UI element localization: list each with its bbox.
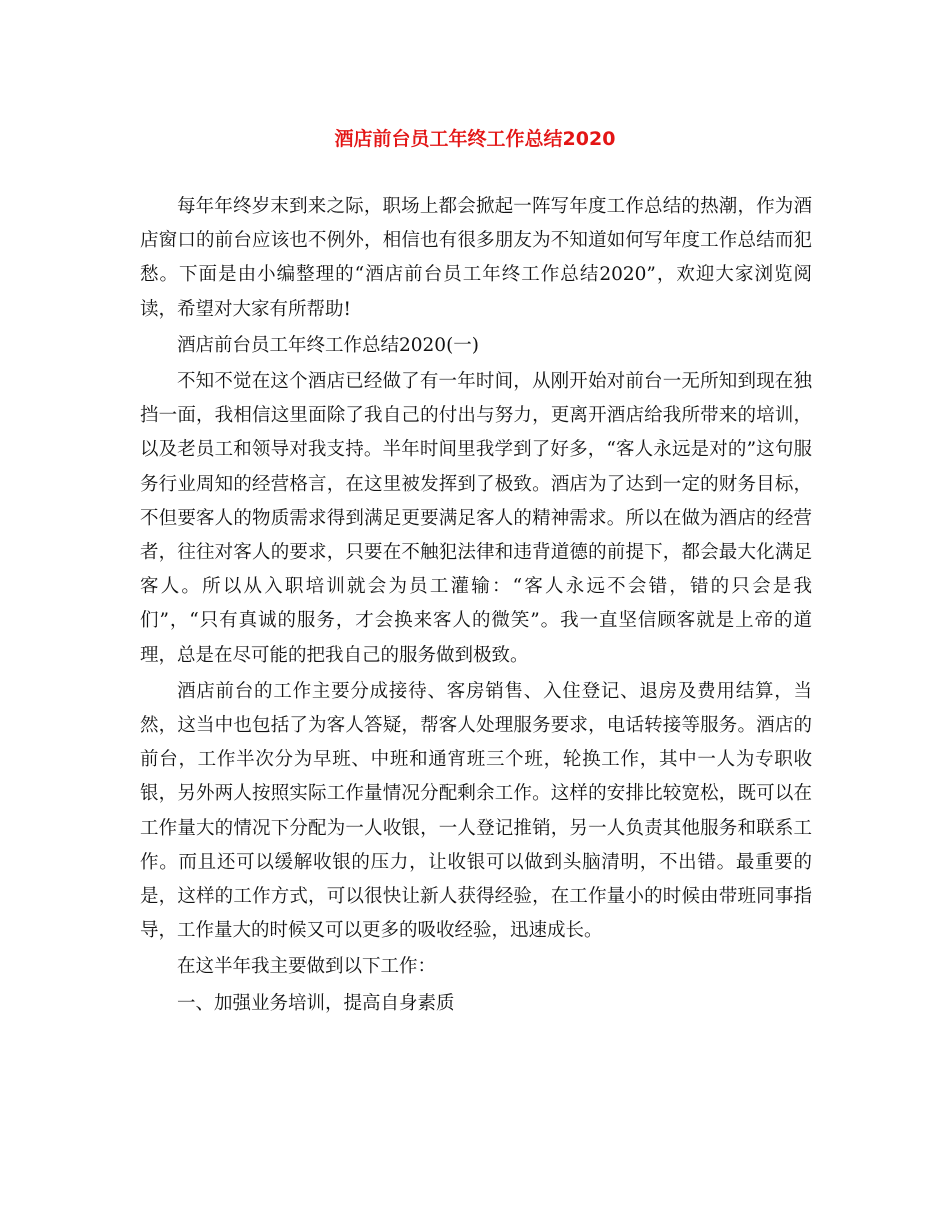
body-paragraph: 不知不觉在这个酒店已经做了有一年时间，从刚开始对前台一无所知到现在独挡一面，我相信这里面除了我自己的付出与努力，更离开酒店给我所带来的培训，以及老员工和领导对我支持。半年时间里我学到了好多，“客人永远是对的”这句服务行业周知的经营格言，在这里被发挥到了极致。酒店为了达到一定的财务目标，不但要客人的物质需求得到满足更要满足客人的精神需求。所以在做为酒店的经营者，往往对客人的要求，只要在不触犯法律和违背道德的前提下，都会最大化满足客人。所以从入职培训就会为员工灌输：“客人永远不会错，错的只会是我们”，“只有真诚的服务，才会换来客人的微笑”。我一直坚信顾客就是上帝的道理，总是在尽可能的把我自己的服务做到极致。	[140, 371, 812, 666]
section-heading: 酒店前台员工年终工作总结2020(一)	[177, 334, 480, 356]
document-title: 酒店前台员工年终工作总结2020	[334, 128, 616, 150]
document-body	[140, 190, 812, 1023]
subsection-heading: 一、加强业务培训，提高自身素质	[177, 992, 455, 1014]
intro-paragraph: 每年年终岁末到来之际，职场上都会掀起一阵写年度工作总结的热潮，作为酒店窗口的前台应该也不例外，相信也有很多朋友为不知道如何写年度工作总结而犯愁。下面是由小编整理的“酒店前台员工年终工作总结2020”，欢迎大家浏览阅读，希望对大家有所帮助!	[140, 196, 812, 320]
body-paragraph: 在这半年我主要做到以下工作：	[177, 956, 437, 978]
body-paragraph: 酒店前台的工作主要分成接待、客房销售、入住登记、退房及费用结算，当然，这当中也包括了为客人答疑，帮客人处理服务要求，电话转接等服务。酒店的前台，工作半次分为早班、中班和通宵班三个班，轮换工作，其中一人为专职收银，另外两人按照实际工作量情况分配剩余工作。这样的安排比较宽松，既可以在工作量大的情况下分配为一人收银，一人登记推销，另一人负责其他服务和联系工作。而且还可以缓解收银的压力，让收银可以做到头脑清明，不出错。最重要的是，这样的工作方式，可以很快让新人获得经验，在工作量小的时候由带班同事指导，工作量大的时候又可以更多的吸收经验，迅速成长。	[140, 680, 812, 942]
